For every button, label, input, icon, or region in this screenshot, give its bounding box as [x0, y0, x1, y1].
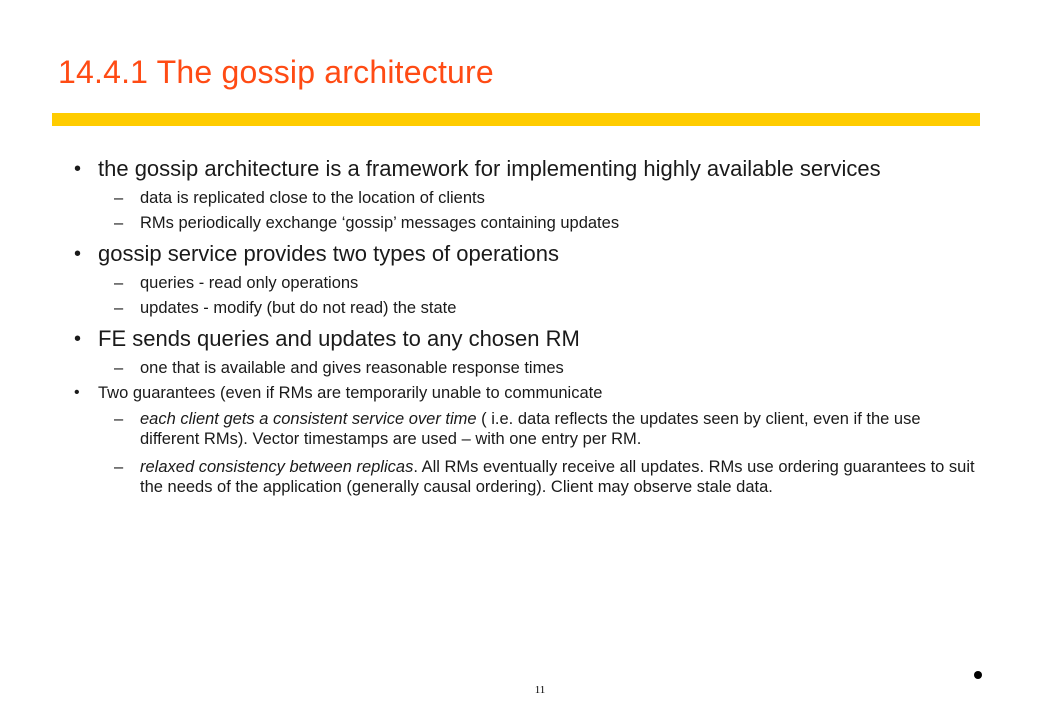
sub-point-1-2 [98, 213, 978, 233]
sub-point-2-1-text: queries - read only operations [140, 274, 359, 292]
sub-point-4-2 [98, 457, 978, 497]
dash-icon: – [114, 359, 124, 377]
bullet-point-4-text: Two guarantees (even if RMs are temporarily unable to communicate [98, 384, 603, 402]
page-number: 11 [534, 684, 546, 696]
title-underline-bar [52, 113, 980, 126]
dash-icon: – [114, 274, 124, 292]
bullet-point-3 [74, 326, 978, 352]
dash-icon: – [114, 410, 124, 428]
sub-point-1-1 [98, 188, 978, 208]
sub-point-4-2-italic: relaxed consistency between replicas [140, 458, 414, 476]
bullet-point-2-text: gossip service provides two types of operations [98, 241, 560, 266]
dash-icon: – [114, 189, 124, 207]
sub-point-3-1-text: one that is available and gives reasonable response times [140, 359, 564, 377]
sub-point-4-1-italic: each client gets a consistent service over time [140, 410, 477, 428]
dash-icon: – [114, 214, 124, 232]
sub-point-3-1 [98, 358, 978, 378]
bullet-point-1 [74, 156, 978, 182]
dash-icon: – [114, 299, 124, 317]
bullet-point-3-text: FE sends queries and updates to any chosen RM [98, 326, 580, 351]
bullet-icon: • [74, 328, 82, 350]
bullet-point-1-text: the gossip architecture is a framework for implementing highly available services [98, 156, 881, 181]
sub-point-4-1 [98, 409, 978, 449]
bullet-icon: • [74, 243, 82, 265]
sub-point-4-1-text: ( i.e. data reflects the updates seen by client, even if the use different RMs). Vector timestamps are used – with one entry per RM. [140, 410, 921, 448]
bullet-icon: • [74, 158, 82, 180]
bullet-point-4 [74, 383, 978, 403]
sub-point-2-1 [98, 273, 978, 293]
bullet-point-2 [74, 241, 978, 267]
sub-point-2-2-text: updates - modify (but do not read) the state [140, 299, 457, 317]
slide-title: 14.4.1 The gossip architecture [58, 54, 494, 90]
dash-icon: – [114, 458, 124, 476]
sub-point-1-2-text: RMs periodically exchange ‘gossip’ messages containing updates [140, 214, 620, 232]
sub-point-2-2 [98, 298, 978, 318]
bullet-icon: • [74, 384, 80, 401]
sub-point-4-2-text: . All RMs eventually receive all updates. RMs use ordering guarantees to suit the needs of the application (generally causal ordering). Client may observe stale data. [140, 458, 975, 496]
slide-content [74, 156, 978, 502]
sub-point-1-1-text: data is replicated close to the location of clients [140, 189, 485, 207]
dot-icon [974, 671, 982, 679]
